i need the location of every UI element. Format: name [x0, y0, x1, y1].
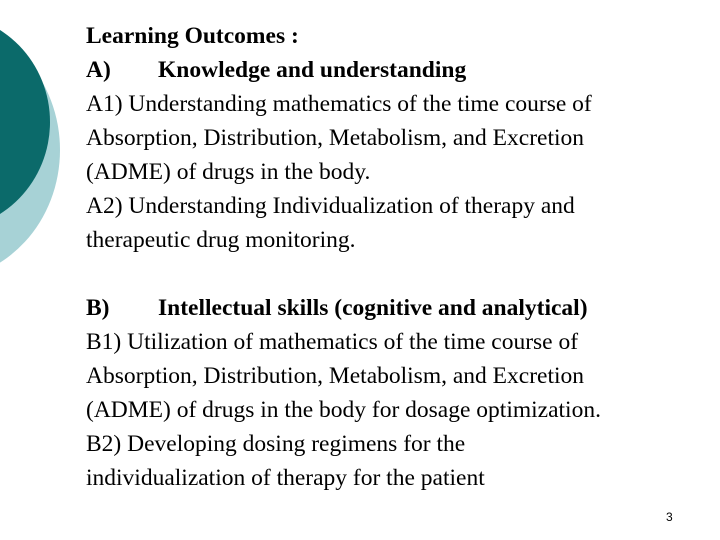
section-b-line: (ADME) of drugs in the body for dosage optimization.: [86, 397, 601, 423]
section-b-line: Absorption, Distribution, Metabolism, and Excretion: [86, 363, 585, 389]
section-a-line: therapeutic drug monitoring.: [86, 227, 356, 253]
slide-heading: Learning Outcomes :: [86, 23, 299, 49]
section-b-line: individualization of therapy for the patient: [86, 465, 485, 491]
section-a-title-row: [86, 53, 716, 87]
page-number: 3: [666, 510, 673, 524]
section-a-line: Absorption, Distribution, Metabolism, and Excretion: [86, 125, 585, 151]
section-b-title-row: [86, 291, 716, 325]
section-a-line: A2) Understanding Individualization of therapy and: [86, 193, 575, 219]
section-a-title: Knowledge and understanding: [158, 57, 467, 83]
section-a-line: (ADME) of drugs in the body.: [86, 159, 371, 185]
section-b-title: Intellectual skills (cognitive and analytical): [158, 295, 588, 321]
section-b-line: B2) Developing dosing regimens for the: [86, 431, 466, 457]
section-a-letter: A): [86, 57, 111, 83]
section-b-letter: B): [86, 295, 110, 321]
section-b-line: B1) Utilization of mathematics of the time course of: [86, 329, 579, 355]
slide-content: [86, 19, 716, 495]
slide-decoration: [0, 0, 80, 300]
section-a-line: A1) Understanding mathematics of the time course of: [86, 91, 592, 117]
section-spacer: [86, 257, 716, 291]
